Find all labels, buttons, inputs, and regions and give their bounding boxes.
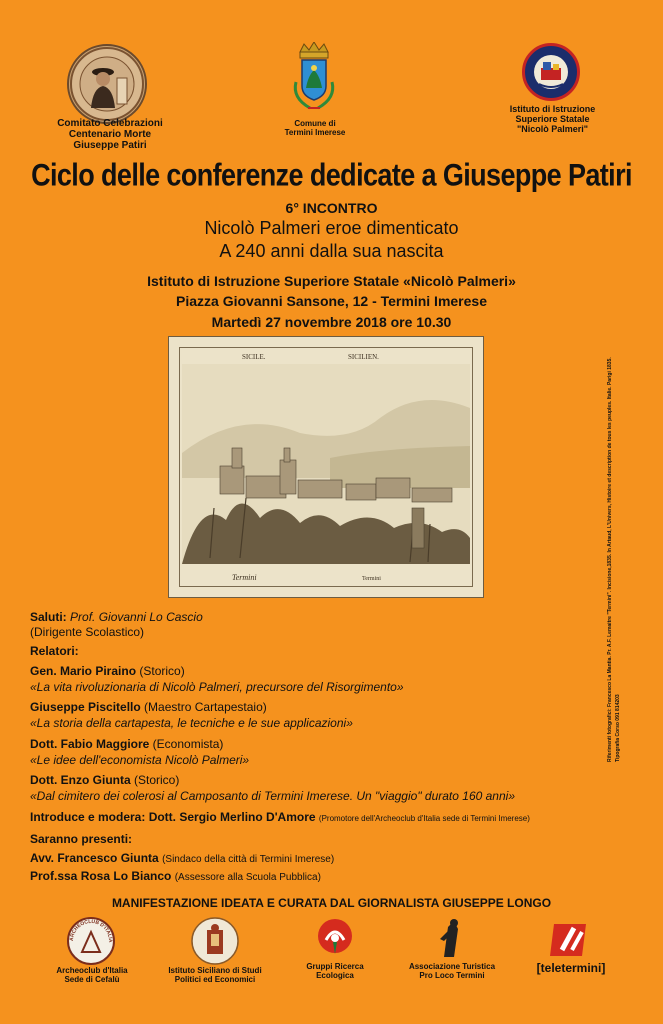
- event-datetime: Martedì 27 novembre 2018 ore 10.30: [211, 314, 452, 330]
- gruppi-ricerca-caption: Gruppi Ricerca Ecologica: [306, 962, 364, 980]
- comune-termini-crest: [290, 42, 338, 116]
- photo-credit: [598, 300, 628, 770]
- venue-name: Istituto di Istruzione Superiore Statale «Nicolò Palmeri»: [147, 273, 516, 289]
- speaker-4: Dott. Enzo Giunta (Storico): [30, 773, 180, 787]
- engraving-label-right: SICILIEN.: [348, 353, 379, 361]
- istituto-siciliano-caption: Istituto Siciliano di Studi Politici ed Economici: [168, 966, 262, 984]
- istituto-palmeri-logo: [522, 43, 580, 101]
- engraving-label-left: SICILE.: [242, 353, 266, 361]
- speaker-1-talk: «La vita rivoluzionaria di Nicolò Palmeri, precursore del Risorgimento»: [30, 680, 404, 694]
- relatori-label: Relatori:: [30, 644, 79, 658]
- saluti-line: Saluti: Prof. Giovanni Lo Cascio: [30, 610, 203, 624]
- archeoclub-caption: Archeoclub d'Italia Sede di Cefalù: [56, 966, 128, 984]
- meeting-number: 6° INCONTRO: [285, 200, 378, 216]
- gruppi-ricerca-logo: [316, 918, 354, 963]
- credit-line-2: Tipografia Corso 091 814203: [615, 694, 621, 762]
- organizer-line: MANIFESTAZIONE IDEATA E CURATA DAL GIORNALISTA GIUSEPPE LONGO: [111, 896, 552, 910]
- speaker-3: Dott. Fabio Maggiore (Economista): [30, 737, 224, 751]
- engraving-caption-left: Termini: [232, 573, 257, 582]
- speaker-2: Giuseppe Piscitello (Maestro Cartapestaio): [30, 700, 267, 714]
- speaker-2-talk: «La storia della cartapesta, le tecniche e le sue applicazioni»: [30, 716, 353, 730]
- subtitle-line-2: A 240 anni dalla sua nascita: [219, 241, 444, 261]
- poster-title: Ciclo delle conferenze dedicate a Giuseppe Patiri: [31, 157, 632, 193]
- comitato-logo: [67, 44, 147, 124]
- istituto-caption: Istituto di Istruzione Superiore Statale "Nicolò Palmeri": [509, 104, 596, 134]
- pro-loco-logo: [436, 917, 466, 964]
- credit-line-1: Riferimenti fotografici: Francesco La Mantia. Pr. A.F. Lemaitre "Termini". Incisione,1835. In Artaud, L'Univers, Histoire et description de tous les peuples. Italie. Parigi 1835.: [607, 357, 613, 762]
- subtitle-line-1: Nicolò Palmeri eroe dimenticato: [204, 218, 459, 238]
- comune-caption: Comune di Termini Imerese: [284, 119, 346, 137]
- saluti-role: (Dirigente Scolastico): [30, 625, 145, 639]
- pro-loco-caption: Associazione Turistica Pro Loco Termini: [408, 962, 496, 980]
- comitato-caption: Comitato Celebrazioni Centenario Morte Giuseppe Patiri: [57, 118, 163, 151]
- guest-2: Prof.ssa Rosa Lo Bianco (Assessore alla Scuola Pubblica): [30, 869, 321, 883]
- moderator-line: Introduce e modera: Dott. Sergio Merlino D'Amore (Promotore dell'Archeoclub d'Italia sede di Termini Imerese): [30, 810, 530, 824]
- venue-address: Piazza Giovanni Sansone, 12 - Termini Imerese: [176, 293, 487, 309]
- speaker-4-talk: «Dal cimitero dei colerosi al Camposanto di Termini Imerese. Un "viaggio" durato 160 anni»: [30, 789, 515, 803]
- guest-1: Avv. Francesco Giunta (Sindaco della città di Termini Imerese): [30, 851, 335, 865]
- engraving-caption-right: Termini: [362, 576, 381, 582]
- termini-engraving: [168, 336, 484, 598]
- speaker-3-talk: «Le idee dell'economista Nicolò Palmeri»: [30, 753, 250, 767]
- speaker-1: Gen. Mario Piraino (Storico): [30, 664, 185, 678]
- teletermini-caption: [teletermini]: [536, 961, 606, 975]
- istituto-siciliano-logo: [190, 916, 240, 971]
- archeoclub-logo: [66, 916, 116, 971]
- svg-text:ARCHEOCLUB D'ITALIA: ARCHEOCLUB D'ITALIA: [68, 918, 114, 943]
- teletermini-logo: [548, 920, 592, 965]
- present-label: Saranno presenti:: [30, 832, 133, 846]
